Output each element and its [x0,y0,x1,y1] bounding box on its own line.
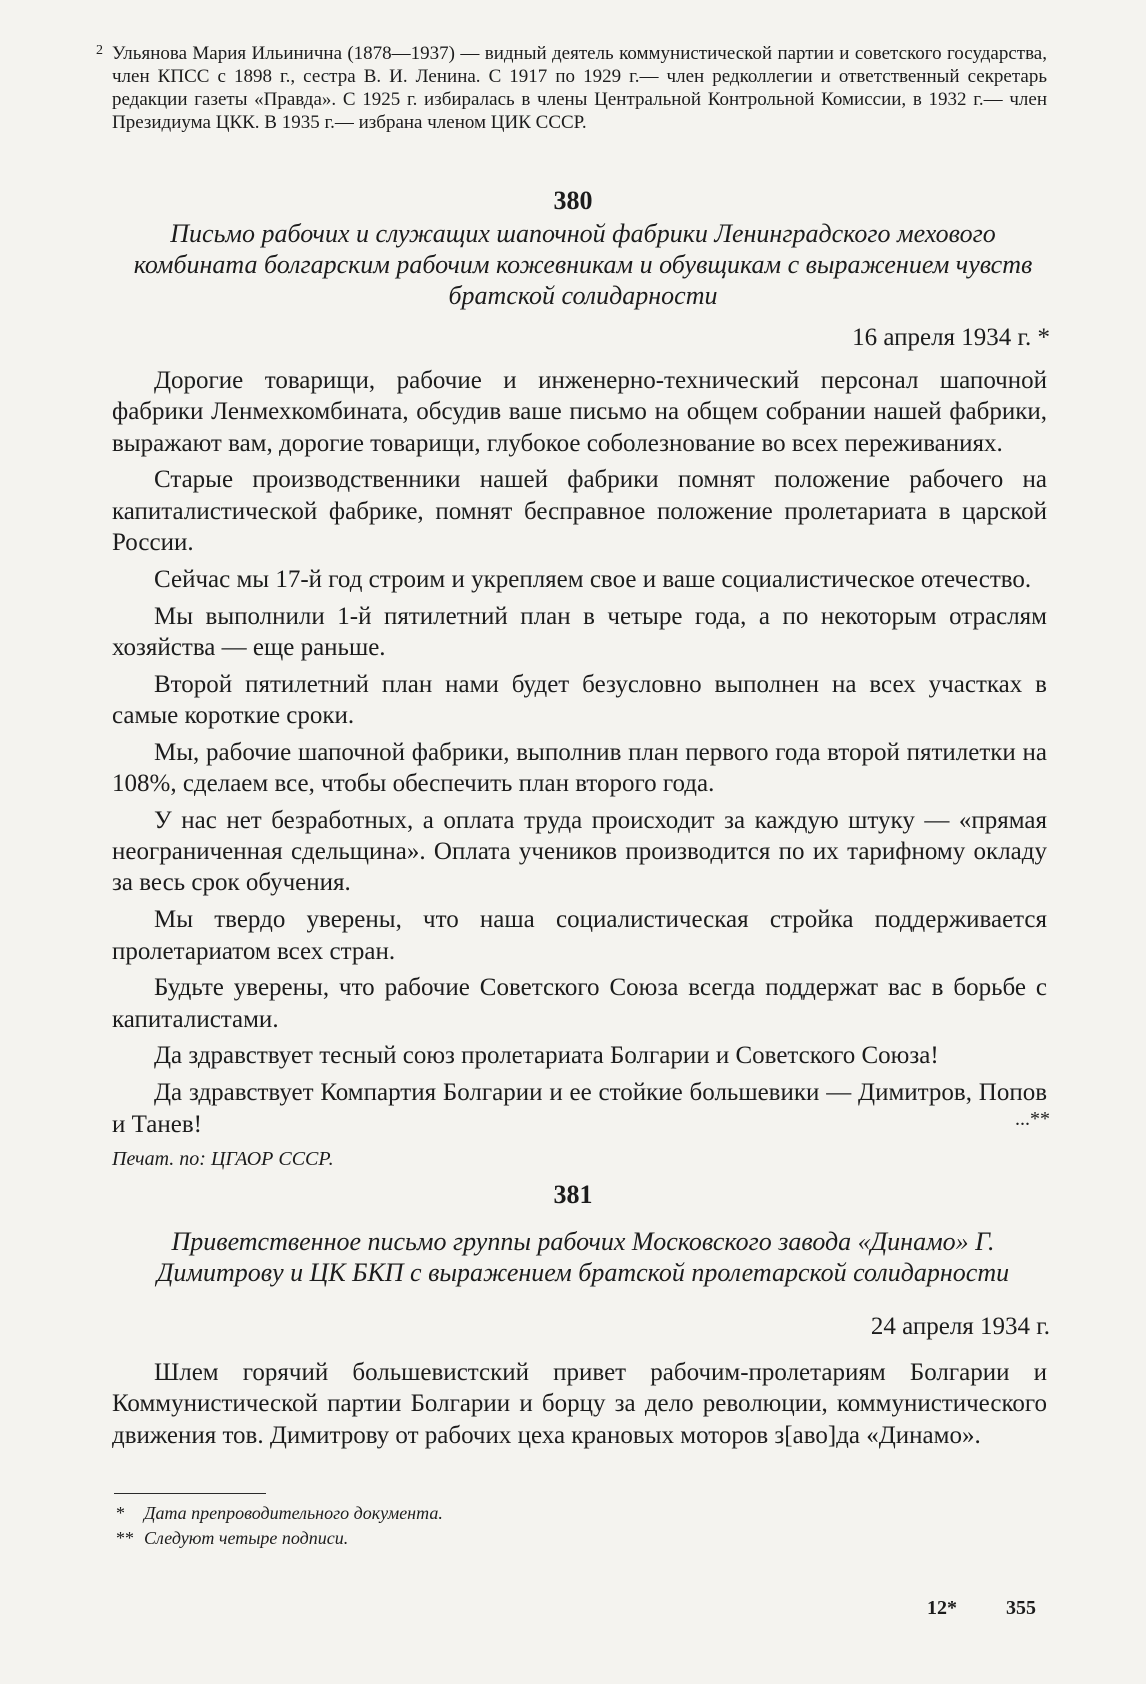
document-number-381: 381 [553,1180,593,1209]
footnote-mark: ** [116,1528,134,1548]
footnote-mark: * [116,1503,125,1523]
paragraph: Мы выполнили 1-й пятилетний план в четыре года, а по некоторым отраслям хозяйства — еще раньше. [112,602,1047,661]
paragraph: Шлем горячий большевистский привет рабочим-пролетариям Болгарии и Коммунистической партии Болгарии и борцу за дело революции, коммунистического движения тов. Димитрову от рабочих цеха крановых моторов з[аво]да «Динамо». [112,1359,1047,1449]
document-title-380: Письмо рабочих и служащих шапочной фабрики Ленинградского мехового комбината болгарским рабочим кожевникам и обувщикам с выражением чувств братской солидарности [133,219,1033,310]
footnote-text: Дата препроводительного документа. [144,1503,443,1523]
footnote-2 [116,1528,348,1549]
footnote-divider [114,1493,266,1494]
document-body-380 [112,365,1047,1140]
source-reference: Печат. по: ЦГАОР СССР. [112,1148,334,1170]
footnote-1 [116,1503,443,1524]
document-date-380: 16 апреля 1934 г. * [852,324,1050,351]
document-number-380: 380 [553,186,593,215]
paragraph: Дорогие товарищи, рабочие и инженерно-технический персонал шапочной фабрики Ленмехкомбината, обсудив ваше письмо на общем собрании нашей фабрики, выражают вам, дорогие товарищи, глубокое соболезнование во всех переживаниях. [112,367,1047,457]
signature-mark: 12* [927,1597,957,1619]
footnote-mark: 2 [96,43,103,58]
paragraph: Мы твердо уверены, что наша социалистическая стройка поддерживается пролетариатом всех стран. [112,906,1047,965]
paragraph: Мы, рабочие шапочной фабрики, выполнив план первого года второй пятилетки на 108%, сделаем все, чтобы обеспечить план второго года. [112,738,1047,798]
page-number: 355 [1006,1597,1036,1619]
paragraph: Да здравствует тесный союз пролетариата Болгарии и Советского Союза! [154,1042,939,1070]
paragraph: У нас нет безработных, а оплата труда происходит за каждую штуку — «прямая неограниченная сдельщина». Оплата учеников производится по их тарифному окладу за весь срок обучения. [112,806,1047,897]
paragraph: Второй пятилетний план нами будет безусловно выполнен на всех участках в самые короткие сроки. [112,670,1047,729]
paragraph: Сейчас мы 17-й год строим и укрепляем свое и ваше социалистическое отечество. [154,565,1032,593]
paragraph: Старые производственники нашей фабрики помнят положение рабочего на капиталистической фабрике, помнят бесправное положение пролетариата в царской России. [112,466,1047,556]
footnote-text: Ульянова Мария Ильинична (1878—1937) — видный деятель коммунистической партии и советского государства, член КПСС с 1898 г., сестра В. И. Ленина. С 1917 по 1929 г.— член редколлегии и ответственный секретарь редакции газеты «Правда». С 1925 г. избиралась в члены Центральной Контрольной Комиссии, в 1932 г.— член Президиума ЦКК. В 1935 г.— избрана членом ЦИК СССР. [112,43,1047,133]
document-date-381: 24 апреля 1934 г. [870,1313,1050,1340]
document-title-381: Приветственное письмо группы рабочих Московского завода «Динамо» Г. Димитрову и ЦК БКП с выражением братской пролетарской солидарности [156,1227,1010,1287]
top-footnote [96,42,1047,134]
paragraph: Да здравствует Компартия Болгарии и ее стойкие большевики — Димитров, Попов и Танев! [112,1079,1047,1138]
signature-placeholder: ...** [1015,1108,1050,1130]
footnote-text: Следуют четыре подписи. [144,1528,349,1548]
document-body-381 [112,1357,1047,1451]
paragraph: Будьте уверены, что рабочие Советского Союза всегда поддержат вас в борьбе с капиталистами. [112,974,1047,1033]
